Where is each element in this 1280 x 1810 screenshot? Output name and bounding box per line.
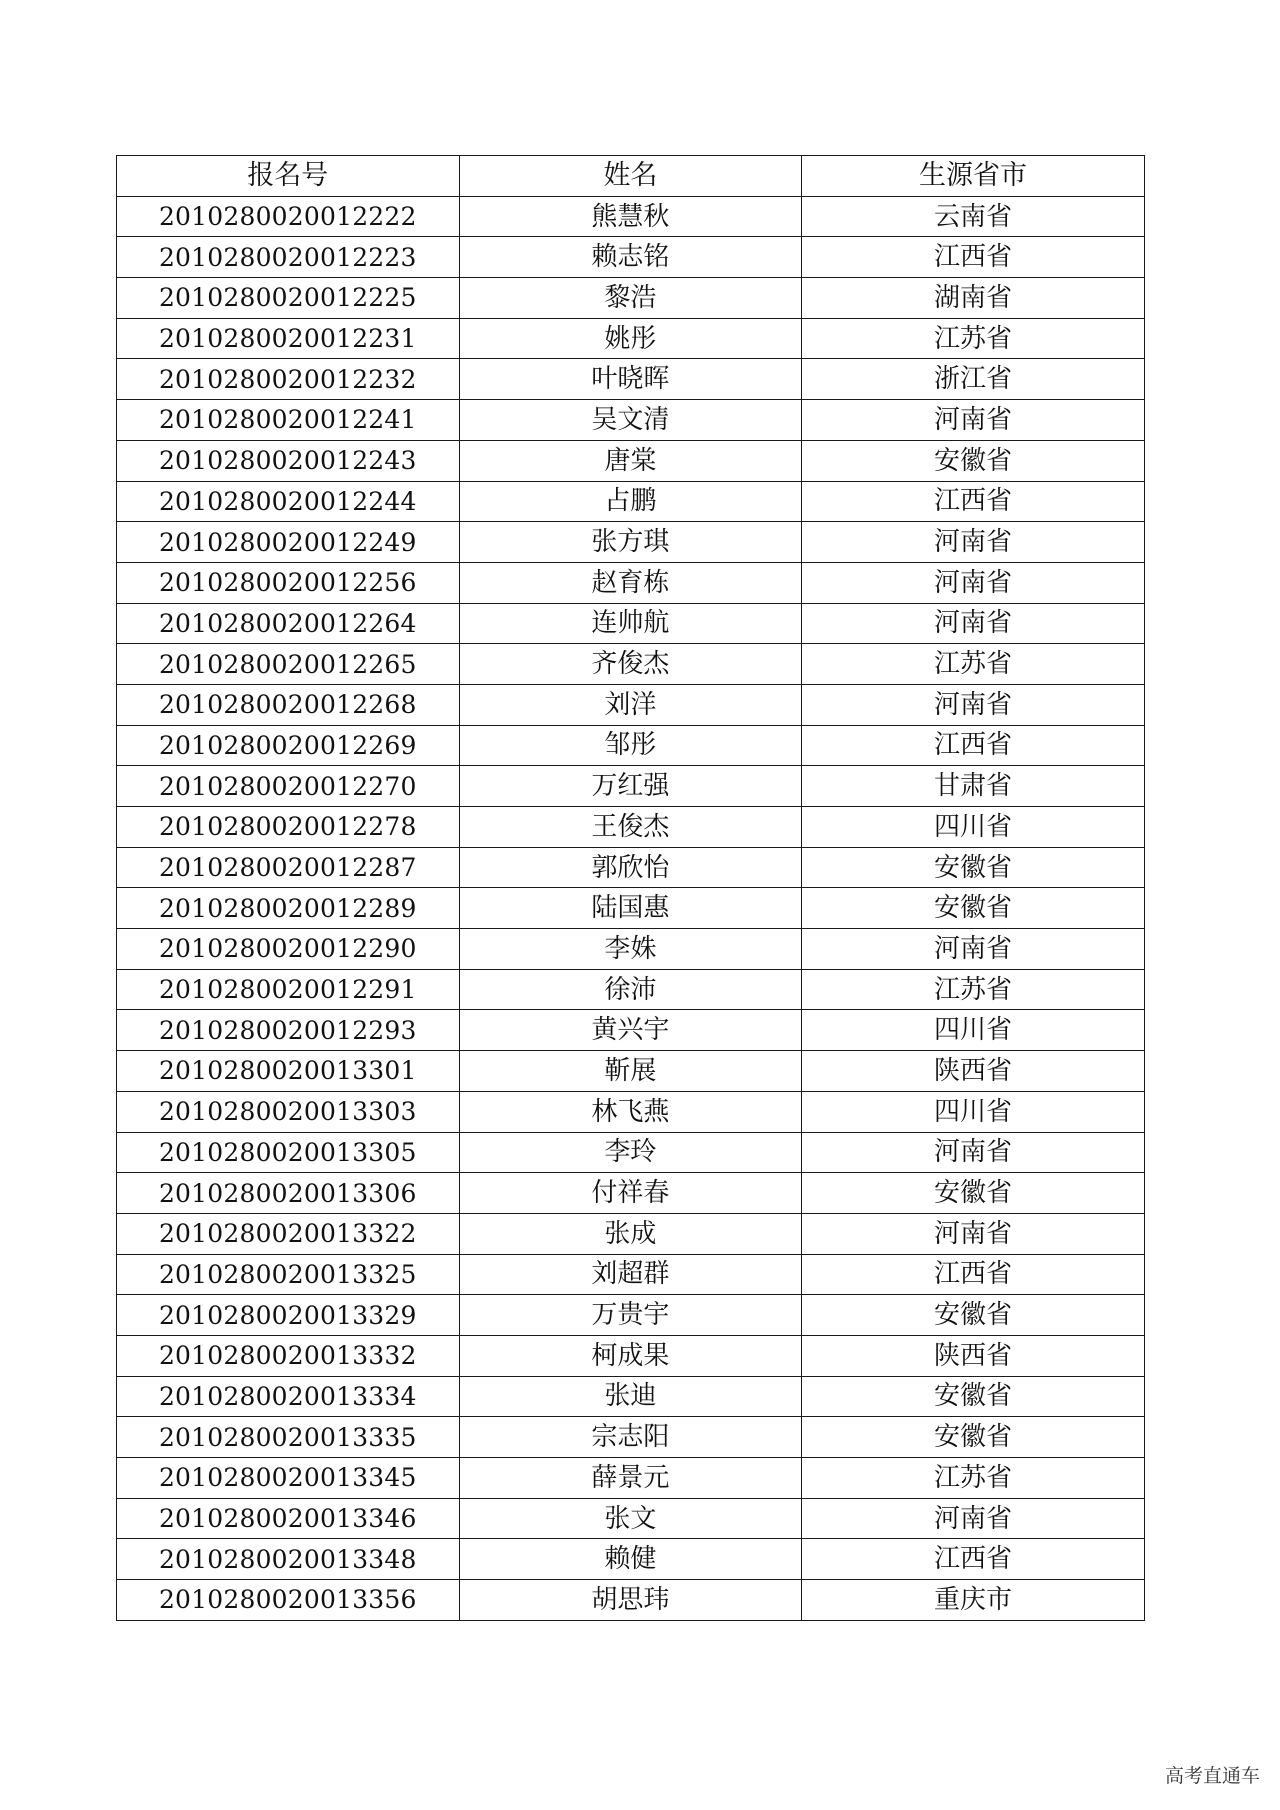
source-province-cell: 河南省 xyxy=(802,684,1145,725)
registration-number-cell: 2010280020012269 xyxy=(117,725,460,766)
registration-number-cell: 2010280020012223 xyxy=(117,237,460,278)
source-province-cell: 河南省 xyxy=(802,400,1145,441)
table-row xyxy=(117,1173,1145,1214)
name-cell: 郭欣怡 xyxy=(459,847,802,888)
registration-number-cell: 2010280020013334 xyxy=(117,1376,460,1417)
table-row xyxy=(117,522,1145,563)
name-cell: 连帅航 xyxy=(459,603,802,644)
table-row xyxy=(117,603,1145,644)
source-province-cell: 四川省 xyxy=(802,1091,1145,1132)
table-row xyxy=(117,807,1145,848)
registration-number-cell: 2010280020012270 xyxy=(117,766,460,807)
table-row xyxy=(117,888,1145,929)
table-row xyxy=(117,440,1145,481)
source-province-cell: 陕西省 xyxy=(802,1051,1145,1092)
source-province-cell: 安徽省 xyxy=(802,847,1145,888)
source-province-cell: 河南省 xyxy=(802,929,1145,970)
source-province-cell: 甘肃省 xyxy=(802,766,1145,807)
source-province-cell: 重庆市 xyxy=(802,1580,1145,1621)
table-row xyxy=(117,1539,1145,1580)
registration-number-cell: 2010280020013322 xyxy=(117,1213,460,1254)
name-cell: 赖健 xyxy=(459,1539,802,1580)
name-cell: 胡思玮 xyxy=(459,1580,802,1621)
column-header-name: 姓名 xyxy=(459,156,802,197)
name-cell: 吴文清 xyxy=(459,400,802,441)
registration-number-cell: 2010280020012291 xyxy=(117,969,460,1010)
table-row xyxy=(117,1132,1145,1173)
name-cell: 徐沛 xyxy=(459,969,802,1010)
registration-number-cell: 2010280020013306 xyxy=(117,1173,460,1214)
source-province-cell: 四川省 xyxy=(802,807,1145,848)
source-province-cell: 安徽省 xyxy=(802,1295,1145,1336)
table-row xyxy=(117,1498,1145,1539)
registration-number-cell: 2010280020012244 xyxy=(117,481,460,522)
name-cell: 靳展 xyxy=(459,1051,802,1092)
source-province-cell: 江苏省 xyxy=(802,318,1145,359)
watermark-text: 高考直通车 xyxy=(1164,1765,1260,1787)
name-cell: 张迪 xyxy=(459,1376,802,1417)
registration-number-cell: 2010280020012231 xyxy=(117,318,460,359)
name-cell: 黄兴宇 xyxy=(459,1010,802,1051)
table-row xyxy=(117,359,1145,400)
name-cell: 唐棠 xyxy=(459,440,802,481)
table-row xyxy=(117,1254,1145,1295)
table-row xyxy=(117,400,1145,441)
table-row xyxy=(117,766,1145,807)
source-province-cell: 江西省 xyxy=(802,1539,1145,1580)
registration-number-cell: 2010280020012249 xyxy=(117,522,460,563)
table-body xyxy=(117,196,1145,1620)
source-province-cell: 云南省 xyxy=(802,196,1145,237)
name-cell: 付祥春 xyxy=(459,1173,802,1214)
source-province-cell: 安徽省 xyxy=(802,1417,1145,1458)
source-province-cell: 河南省 xyxy=(802,1132,1145,1173)
admission-list-table xyxy=(116,155,1145,1621)
registration-number-cell: 2010280020012222 xyxy=(117,196,460,237)
table-row xyxy=(117,644,1145,685)
source-province-cell: 四川省 xyxy=(802,1010,1145,1051)
name-cell: 李玲 xyxy=(459,1132,802,1173)
registration-number-cell: 2010280020013301 xyxy=(117,1051,460,1092)
name-cell: 邹彤 xyxy=(459,725,802,766)
registration-number-cell: 2010280020013346 xyxy=(117,1498,460,1539)
name-cell: 叶晓晖 xyxy=(459,359,802,400)
table-row xyxy=(117,1458,1145,1499)
source-province-cell: 江西省 xyxy=(802,237,1145,278)
registration-number-cell: 2010280020012290 xyxy=(117,929,460,970)
registration-number-cell: 2010280020012293 xyxy=(117,1010,460,1051)
source-province-cell: 湖南省 xyxy=(802,278,1145,319)
table-row xyxy=(117,1051,1145,1092)
source-province-cell: 安徽省 xyxy=(802,440,1145,481)
registration-number-cell: 2010280020013305 xyxy=(117,1132,460,1173)
table-row xyxy=(117,725,1145,766)
table-row xyxy=(117,929,1145,970)
source-province-cell: 江西省 xyxy=(802,1254,1145,1295)
registration-number-cell: 2010280020013345 xyxy=(117,1458,460,1499)
registration-number-cell: 2010280020013332 xyxy=(117,1335,460,1376)
table-row xyxy=(117,278,1145,319)
source-province-cell: 河南省 xyxy=(802,1213,1145,1254)
name-cell: 张文 xyxy=(459,1498,802,1539)
source-province-cell: 江苏省 xyxy=(802,969,1145,1010)
registration-number-cell: 2010280020013348 xyxy=(117,1539,460,1580)
table-row xyxy=(117,318,1145,359)
column-header-source-province: 生源省市 xyxy=(802,156,1145,197)
name-cell: 柯成果 xyxy=(459,1335,802,1376)
table-row xyxy=(117,969,1145,1010)
registration-number-cell: 2010280020012264 xyxy=(117,603,460,644)
name-cell: 占鹏 xyxy=(459,481,802,522)
table-row xyxy=(117,1295,1145,1336)
header-row xyxy=(117,156,1145,197)
source-province-cell: 河南省 xyxy=(802,1498,1145,1539)
table-row xyxy=(117,684,1145,725)
name-cell: 张方琪 xyxy=(459,522,802,563)
table-row xyxy=(117,481,1145,522)
table-row xyxy=(117,1091,1145,1132)
name-cell: 姚彤 xyxy=(459,318,802,359)
registration-number-cell: 2010280020012232 xyxy=(117,359,460,400)
registration-number-cell: 2010280020013356 xyxy=(117,1580,460,1621)
name-cell: 张成 xyxy=(459,1213,802,1254)
registration-number-cell: 2010280020012243 xyxy=(117,440,460,481)
registration-number-cell: 2010280020012241 xyxy=(117,400,460,441)
name-cell: 黎浩 xyxy=(459,278,802,319)
registration-number-cell: 2010280020012256 xyxy=(117,562,460,603)
name-cell: 林飞燕 xyxy=(459,1091,802,1132)
source-province-cell: 陕西省 xyxy=(802,1335,1145,1376)
source-province-cell: 江西省 xyxy=(802,481,1145,522)
source-province-cell: 江苏省 xyxy=(802,644,1145,685)
name-cell: 赖志铭 xyxy=(459,237,802,278)
source-province-cell: 江西省 xyxy=(802,725,1145,766)
name-cell: 齐俊杰 xyxy=(459,644,802,685)
table-row xyxy=(117,847,1145,888)
table-row xyxy=(117,1417,1145,1458)
source-province-cell: 浙江省 xyxy=(802,359,1145,400)
name-cell: 万贵宇 xyxy=(459,1295,802,1336)
registration-number-cell: 2010280020012287 xyxy=(117,847,460,888)
table-row xyxy=(117,1213,1145,1254)
table-row xyxy=(117,1376,1145,1417)
registration-number-cell: 2010280020012268 xyxy=(117,684,460,725)
name-cell: 刘洋 xyxy=(459,684,802,725)
registration-number-cell: 2010280020013325 xyxy=(117,1254,460,1295)
source-province-cell: 安徽省 xyxy=(802,888,1145,929)
table-row xyxy=(117,196,1145,237)
registration-number-cell: 2010280020013303 xyxy=(117,1091,460,1132)
source-province-cell: 安徽省 xyxy=(802,1173,1145,1214)
registration-number-cell: 2010280020013335 xyxy=(117,1417,460,1458)
name-cell: 熊慧秋 xyxy=(459,196,802,237)
name-cell: 薛景元 xyxy=(459,1458,802,1499)
source-province-cell: 江苏省 xyxy=(802,1458,1145,1499)
name-cell: 李姝 xyxy=(459,929,802,970)
table-row xyxy=(117,1580,1145,1621)
table-row xyxy=(117,237,1145,278)
registration-number-cell: 2010280020012278 xyxy=(117,807,460,848)
registration-number-cell: 2010280020013329 xyxy=(117,1295,460,1336)
table-row xyxy=(117,1335,1145,1376)
name-cell: 赵育栋 xyxy=(459,562,802,603)
table-row xyxy=(117,562,1145,603)
table-row xyxy=(117,1010,1145,1051)
name-cell: 陆国惠 xyxy=(459,888,802,929)
name-cell: 刘超群 xyxy=(459,1254,802,1295)
column-header-registration-number: 报名号 xyxy=(117,156,460,197)
registration-number-cell: 2010280020012289 xyxy=(117,888,460,929)
registration-number-cell: 2010280020012225 xyxy=(117,278,460,319)
source-province-cell: 河南省 xyxy=(802,522,1145,563)
name-cell: 王俊杰 xyxy=(459,807,802,848)
source-province-cell: 河南省 xyxy=(802,603,1145,644)
name-cell: 万红强 xyxy=(459,766,802,807)
source-province-cell: 安徽省 xyxy=(802,1376,1145,1417)
source-province-cell: 河南省 xyxy=(802,562,1145,603)
name-cell: 宗志阳 xyxy=(459,1417,802,1458)
registration-number-cell: 2010280020012265 xyxy=(117,644,460,685)
